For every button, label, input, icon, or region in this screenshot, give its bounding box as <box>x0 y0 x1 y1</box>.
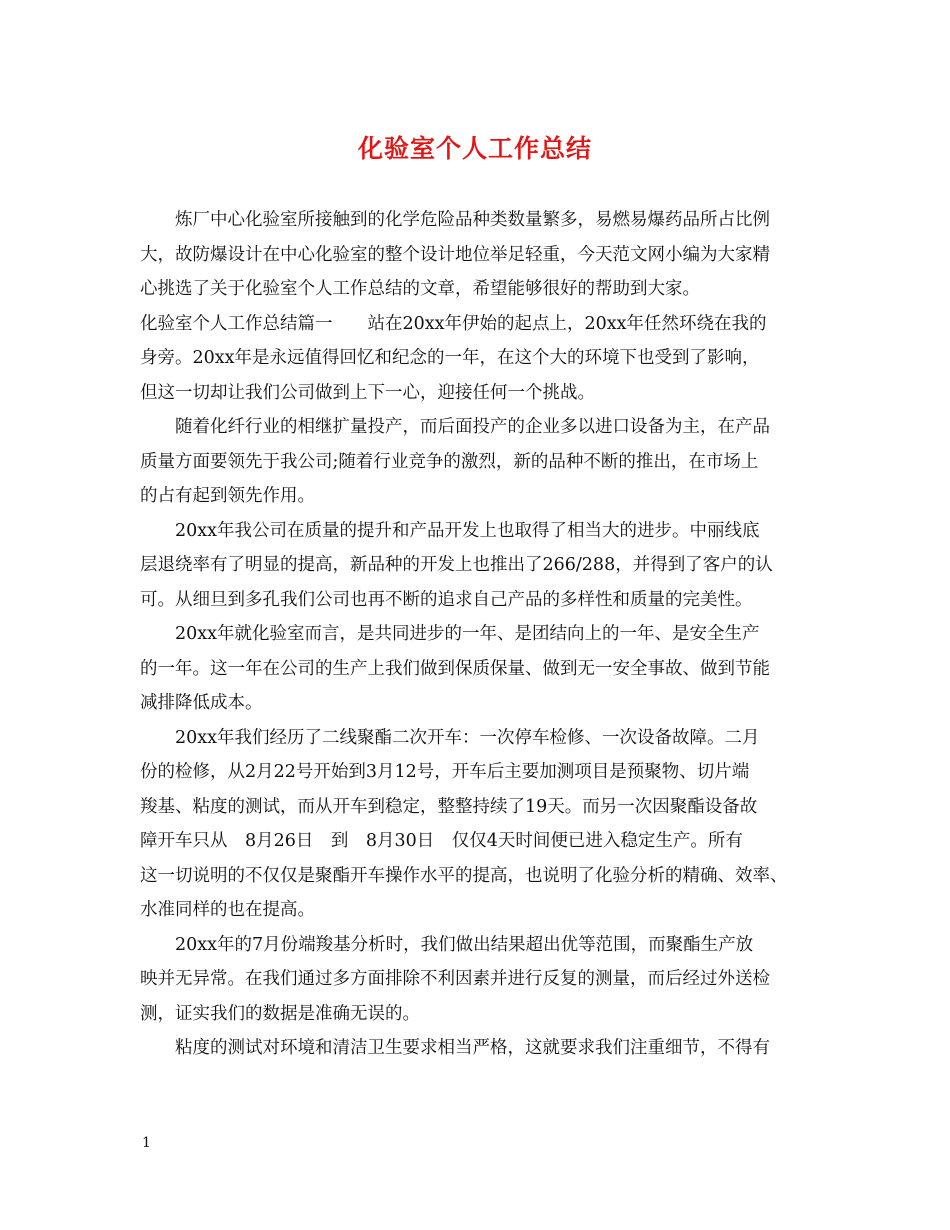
body-text-line: 粘度的测试对环境和清洁卫生要求相当严格，这就要求我们注重细节，不得有 <box>140 1038 770 1058</box>
body-text-line: 的一年。这一年在公司的生产上我们做到保质保量、做到无一安全事故、做到节能 <box>140 658 770 679</box>
body-text-line: 20xx年我们经历了二线聚酯二次开车：一次停车检修、一次设备故障。二月 <box>140 727 760 748</box>
body-text-line: 化验室个人工作总结篇一 站在20xx年伊始的起点上，20xx年任然环绕在我的 <box>140 313 767 334</box>
body-text-line: 测，证实我们的数据是准确无误的。 <box>140 1003 420 1024</box>
body-text-line: 随着化纤行业的相继扩量投产，而后面投产的企业多以进口设备为主，在产品 <box>140 417 770 437</box>
body-text-line: 水准同样的也在提高。 <box>140 900 315 920</box>
body-text-line: 心挑选了关于化验室个人工作总结的文章，希望能够很好的帮助到大家。 <box>140 279 700 299</box>
body-text-line: 份的检修，从2月22号开始到3月12号，开车后主要加测项目是预聚物、切片端 <box>140 762 750 782</box>
body-text-line: 炼厂中心化验室所接触到的化学危险品种类数量繁多，易燃易爆药品所占比例 <box>140 210 770 230</box>
body-text-line: 但这一切却让我们公司做到上下一心，迎接任何一个挑战。 <box>140 382 595 403</box>
body-text-line: 减排降低成本。 <box>140 693 263 713</box>
body-text-line: 20xx年的7月份端羧基分析时，我们做出结果超出优等范围，而聚酯生产放 <box>140 934 754 955</box>
body-text-line: 20xx年就化验室而言，是共同进步的一年、是团结向上的一年、是安全生产 <box>140 624 760 644</box>
body-text-line: 身旁。20xx年是永远值得回忆和纪念的一年，在这个大的环境下也受到了影响， <box>140 348 760 368</box>
body-text-line: 这一切说明的不仅仅是聚酯开车操作水平的提高，也说明了化验分析的精确、效率、 <box>140 865 788 886</box>
body-text-line: 可。从细旦到多孔我们公司也再不断的追求自己产品的多样性和质量的完美性。 <box>140 589 753 610</box>
body-text-line: 映并无异常。在我们通过多方面排除不利因素并进行反复的测量，而后经过外送检 <box>140 969 770 989</box>
body-text-line: 障开车只从 8月26日 到 8月30日 仅仅4天时间便已进入稳定生产。所有 <box>140 831 743 851</box>
body-text-line: 质量方面要领先于我公司;随着行业竞争的激烈，新的品种不断的推出，在市场上 <box>140 451 759 472</box>
body-text-line: 羧基、粘度的测试，而从开车到稳定，整整持续了19天。而另一次因聚酯设备故 <box>140 796 758 817</box>
body-text-line: 大，故防爆设计在中心化验室的整个设计地位举足轻重，今天范文网小编为大家精 <box>140 244 770 265</box>
body-text-line: 层退绕率有了明显的提高，新品种的开发上也推出了266/288，并得到了客户的认 <box>140 555 773 575</box>
body-text-line: 的占有起到领先作用。 <box>140 486 315 506</box>
document-title: 化验室个人工作总结 <box>357 134 592 163</box>
page-number: 1 <box>142 1135 151 1151</box>
body-text-line: 20xx年我公司在质量的提升和产品开发上也取得了相当大的进步。中丽线底 <box>140 520 760 541</box>
